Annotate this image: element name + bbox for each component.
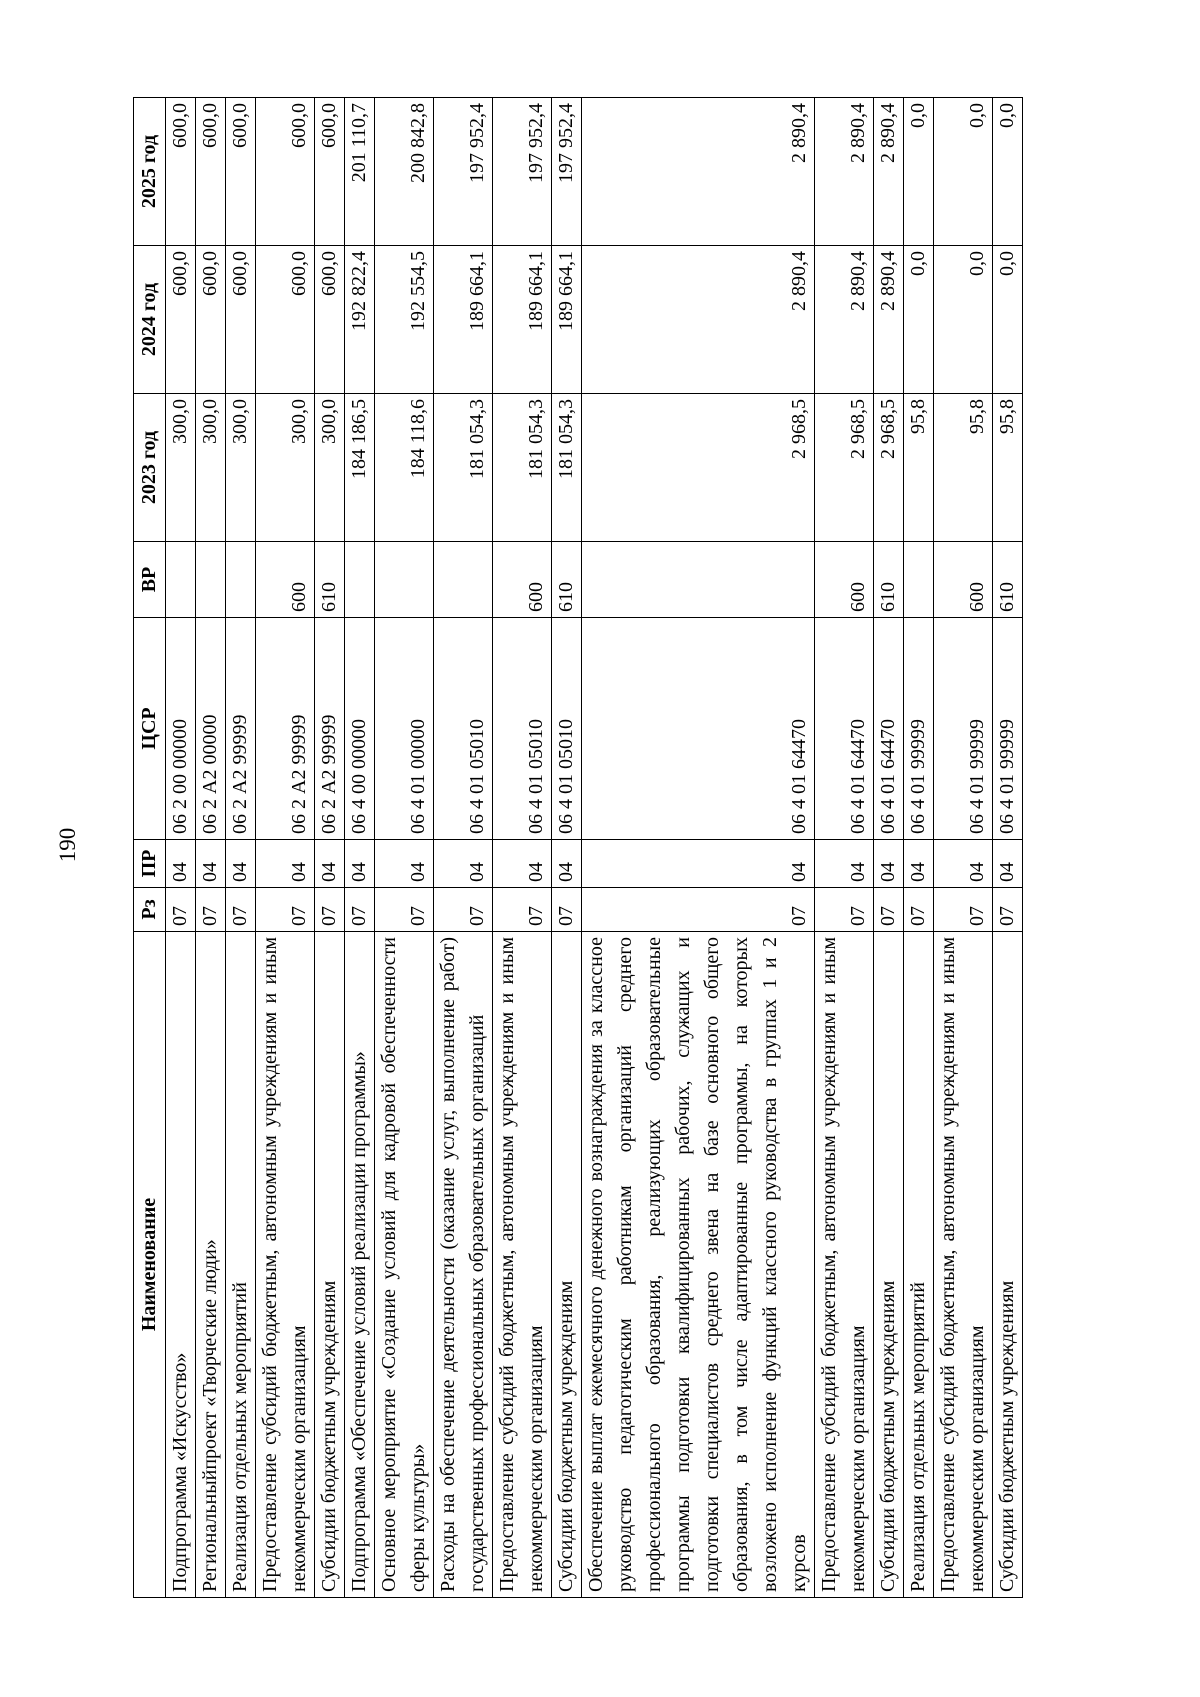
table-row xyxy=(815,98,874,1598)
cell-2025: 197 952,4 xyxy=(434,98,493,246)
cell-vr: 600 xyxy=(256,542,315,618)
header-csr: ЦСР xyxy=(134,618,166,840)
cell-2024: 192 554,5 xyxy=(375,246,434,394)
cell-2024: 189 664,1 xyxy=(552,246,582,394)
table-row xyxy=(256,98,315,1598)
cell-name: Субсидии бюджетным учреждениям xyxy=(993,932,1023,1598)
cell-name: Предоставление субсидий бюджетным, автономным учреждениям и иным некоммерческим организациям xyxy=(493,932,552,1598)
table-header-row xyxy=(134,98,166,1598)
cell-rz: 07 xyxy=(315,888,345,932)
cell-pr: 04 xyxy=(226,840,256,888)
table-row xyxy=(582,98,815,1598)
cell-csr: 06 2 00 00000 xyxy=(166,618,196,840)
cell-2025: 600,0 xyxy=(226,98,256,246)
cell-rz: 07 xyxy=(434,888,493,932)
cell-2024: 0,0 xyxy=(904,246,934,394)
cell-vr xyxy=(904,542,934,618)
cell-rz: 07 xyxy=(345,888,375,932)
budget-table xyxy=(133,97,1023,1598)
table-row xyxy=(345,98,375,1598)
table-row xyxy=(196,98,226,1598)
cell-csr: 06 2 А2 99999 xyxy=(315,618,345,840)
cell-pr: 04 xyxy=(256,840,315,888)
cell-vr xyxy=(166,542,196,618)
header-2023: 2023 год xyxy=(134,394,166,542)
header-2025: 2025 год xyxy=(134,98,166,246)
cell-2025: 600,0 xyxy=(196,98,226,246)
table-row xyxy=(226,98,256,1598)
cell-vr: 610 xyxy=(993,542,1023,618)
cell-csr: 06 4 01 05010 xyxy=(434,618,493,840)
cell-rz: 07 xyxy=(874,888,904,932)
cell-csr: 06 4 01 64470 xyxy=(815,618,874,840)
cell-2023: 2 968,5 xyxy=(815,394,874,542)
cell-name: Обеспечение выплат ежемесячного денежного вознаграждения за классное руководство педагогическим работникам организаций среднего профессионального образования, реализующих образовательные программы подготовки квалифицированных рабочих, служащих и подготовки специалистов среднего звена на базе основного общего образования, в том числе адаптированные программы, на которых возложено исполнение функций классного руководства в группах 1 и 2 курсов xyxy=(582,932,815,1598)
table-row xyxy=(493,98,552,1598)
cell-name: Расходы на обеспечение деятельности (оказание услуг, выполнение работ) государственных профессиональных образовательных организаций xyxy=(434,932,493,1598)
cell-name: Предоставление субсидий бюджетным, автономным учреждениям и иным некоммерческим организациям xyxy=(934,932,993,1598)
cell-2023: 2 968,5 xyxy=(874,394,904,542)
cell-rz: 07 xyxy=(993,888,1023,932)
header-name: Наименование xyxy=(134,932,166,1598)
cell-2023: 181 054,3 xyxy=(552,394,582,542)
cell-rz: 07 xyxy=(256,888,315,932)
cell-vr xyxy=(196,542,226,618)
table-row xyxy=(434,98,493,1598)
cell-csr: 06 2 А2 00000 xyxy=(196,618,226,840)
header-vr: ВР xyxy=(134,542,166,618)
cell-2025: 2 890,4 xyxy=(874,98,904,246)
cell-csr: 06 4 01 99999 xyxy=(993,618,1023,840)
cell-name: Субсидии бюджетным учреждениям xyxy=(315,932,345,1598)
cell-vr: 610 xyxy=(315,542,345,618)
cell-csr: 06 4 01 64470 xyxy=(582,618,815,840)
table-row xyxy=(934,98,993,1598)
cell-name: Реализация отдельных мероприятий xyxy=(904,932,934,1598)
cell-name: Подпрограмма «Обеспечение условий реализации программы» xyxy=(345,932,375,1598)
table-row xyxy=(993,98,1023,1598)
cell-name: Субсидии бюджетным учреждениям xyxy=(552,932,582,1598)
cell-vr: 600 xyxy=(815,542,874,618)
cell-csr: 06 4 00 00000 xyxy=(345,618,375,840)
cell-csr: 06 2 А2 99999 xyxy=(226,618,256,840)
table-row xyxy=(904,98,934,1598)
cell-pr: 04 xyxy=(934,840,993,888)
cell-2024: 600,0 xyxy=(166,246,196,394)
cell-pr: 04 xyxy=(196,840,226,888)
table-body xyxy=(166,98,1023,1598)
cell-2023: 300,0 xyxy=(315,394,345,542)
cell-name: Субсидии бюджетным учреждениям xyxy=(874,932,904,1598)
table-row xyxy=(375,98,434,1598)
cell-csr: 06 4 01 05010 xyxy=(552,618,582,840)
cell-pr: 04 xyxy=(904,840,934,888)
cell-pr: 04 xyxy=(815,840,874,888)
cell-pr: 04 xyxy=(993,840,1023,888)
cell-name: Основное мероприятие «Создание условий для кадровой обеспеченности сферы культуры» xyxy=(375,932,434,1598)
cell-2025: 197 952,4 xyxy=(552,98,582,246)
cell-csr: 06 4 01 00000 xyxy=(375,618,434,840)
cell-2023: 300,0 xyxy=(196,394,226,542)
cell-2023: 181 054,3 xyxy=(434,394,493,542)
cell-2024: 600,0 xyxy=(226,246,256,394)
cell-2023: 181 054,3 xyxy=(493,394,552,542)
cell-2025: 197 952,4 xyxy=(493,98,552,246)
cell-name: Региональныйпроект «Творческие люди» xyxy=(196,932,226,1598)
cell-pr: 04 xyxy=(582,840,815,888)
cell-2024: 600,0 xyxy=(256,246,315,394)
cell-2023: 95,8 xyxy=(934,394,993,542)
cell-rz: 07 xyxy=(904,888,934,932)
cell-rz: 07 xyxy=(552,888,582,932)
cell-rz: 07 xyxy=(815,888,874,932)
cell-vr xyxy=(375,542,434,618)
cell-rz: 07 xyxy=(582,888,815,932)
cell-2023: 300,0 xyxy=(256,394,315,542)
cell-2024: 0,0 xyxy=(993,246,1023,394)
cell-vr xyxy=(345,542,375,618)
cell-pr: 04 xyxy=(874,840,904,888)
cell-pr: 04 xyxy=(434,840,493,888)
cell-2024: 189 664,1 xyxy=(493,246,552,394)
cell-2024: 2 890,4 xyxy=(874,246,904,394)
cell-pr: 04 xyxy=(375,840,434,888)
cell-rz: 07 xyxy=(196,888,226,932)
cell-2023: 300,0 xyxy=(226,394,256,542)
cell-vr: 600 xyxy=(934,542,993,618)
cell-csr: 06 4 01 99999 xyxy=(934,618,993,840)
cell-2024: 0,0 xyxy=(934,246,993,394)
cell-vr xyxy=(582,542,815,618)
table-row xyxy=(874,98,904,1598)
cell-2023: 2 968,5 xyxy=(582,394,815,542)
header-rz: Рз xyxy=(134,888,166,932)
cell-csr: 06 2 А2 99999 xyxy=(256,618,315,840)
cell-2025: 0,0 xyxy=(904,98,934,246)
cell-2023: 184 118,6 xyxy=(375,394,434,542)
cell-rz: 07 xyxy=(493,888,552,932)
cell-rz: 07 xyxy=(934,888,993,932)
header-2024: 2024 год xyxy=(134,246,166,394)
cell-vr: 610 xyxy=(552,542,582,618)
cell-2023: 300,0 xyxy=(166,394,196,542)
cell-csr: 06 4 01 99999 xyxy=(904,618,934,840)
cell-2025: 600,0 xyxy=(166,98,196,246)
cell-2023: 184 186,5 xyxy=(345,394,375,542)
cell-2025: 2 890,4 xyxy=(582,98,815,246)
cell-csr: 06 4 01 64470 xyxy=(874,618,904,840)
page-number: 190 xyxy=(55,827,80,863)
table-row xyxy=(166,98,196,1598)
cell-pr: 04 xyxy=(166,840,196,888)
cell-vr: 610 xyxy=(874,542,904,618)
cell-2025: 2 890,4 xyxy=(815,98,874,246)
table-row xyxy=(315,98,345,1598)
cell-name: Предоставление субсидий бюджетным, автономным учреждениям и иным некоммерческим организациям xyxy=(256,932,315,1598)
cell-csr: 06 4 01 05010 xyxy=(493,618,552,840)
cell-2024: 2 890,4 xyxy=(582,246,815,394)
cell-pr: 04 xyxy=(315,840,345,888)
rotated-table-wrapper xyxy=(133,98,1078,1598)
cell-2025: 600,0 xyxy=(256,98,315,246)
cell-name: Предоставление субсидий бюджетным, автономным учреждениям и иным некоммерческим организациям xyxy=(815,932,874,1598)
cell-name: Реализация отдельных мероприятий xyxy=(226,932,256,1598)
cell-2023: 95,8 xyxy=(993,394,1023,542)
cell-2025: 600,0 xyxy=(315,98,345,246)
cell-2024: 192 822,4 xyxy=(345,246,375,394)
cell-2024: 600,0 xyxy=(196,246,226,394)
cell-2024: 600,0 xyxy=(315,246,345,394)
cell-pr: 04 xyxy=(552,840,582,888)
cell-pr: 04 xyxy=(345,840,375,888)
cell-2025: 200 842,8 xyxy=(375,98,434,246)
cell-rz: 07 xyxy=(226,888,256,932)
cell-pr: 04 xyxy=(493,840,552,888)
cell-2023: 95,8 xyxy=(904,394,934,542)
cell-vr: 600 xyxy=(493,542,552,618)
cell-name: Подпрограмма «Искусство» xyxy=(166,932,196,1598)
cell-2024: 2 890,4 xyxy=(815,246,874,394)
cell-2025: 0,0 xyxy=(934,98,993,246)
cell-rz: 07 xyxy=(375,888,434,932)
header-pr: ПР xyxy=(134,840,166,888)
cell-vr xyxy=(434,542,493,618)
cell-2024: 189 664,1 xyxy=(434,246,493,394)
cell-vr xyxy=(226,542,256,618)
cell-rz: 07 xyxy=(166,888,196,932)
cell-2025: 201 110,7 xyxy=(345,98,375,246)
table-row xyxy=(552,98,582,1598)
cell-2025: 0,0 xyxy=(993,98,1023,246)
